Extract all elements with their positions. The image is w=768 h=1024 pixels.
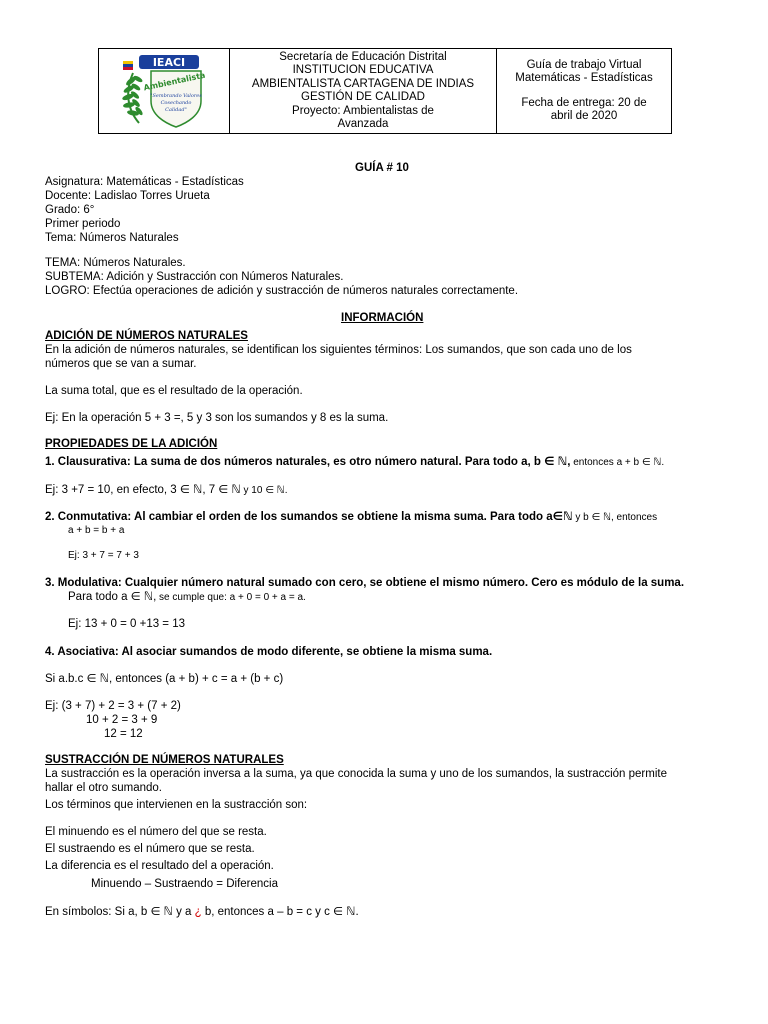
header-line: GESTIÓN DE CALIDAD (301, 91, 425, 103)
meta-topic: Tema: Números Naturales (45, 232, 179, 244)
minuend-definition: El minuendo es el número del que se resta. (45, 826, 267, 838)
property-associative: 4. Asociativa: Al asociar sumandos de modo diferente, se obtiene la misma suma. (45, 646, 493, 658)
associative-example-3: 12 = 12 (104, 728, 143, 740)
subtema: SUBTEMA: Adición y Sustracción con Números Naturales. (45, 271, 344, 283)
logo-name: Ambientalista (142, 70, 207, 93)
logo-motto-3: Calidad" (165, 107, 187, 113)
difference-definition: La diferencia es el resultado del a operación. (45, 860, 274, 872)
tema: TEMA: Números Naturales. (45, 257, 186, 269)
subtraction-heading: SUSTRACCIÓN DE NÚMEROS NATURALES (45, 754, 284, 766)
closure-example: Ej: 3 +7 = 10, en efecto, 3 ∈ ℕ, 7 ∈ ℕ y 10 ∈ ℕ. (45, 484, 288, 496)
subtraction-formula: Minuendo – Sustraendo = Diferencia (91, 878, 278, 890)
header-line: AMBIENTALISTA CARTAGENA DE INDIAS (251, 77, 475, 90)
logo-motto-1: "Sembrando Valores (150, 93, 202, 99)
header-line: Avanzada (337, 118, 389, 130)
subtraction-intro-1: La sustracción es la operación inversa a la suma, ya que conocida la suma y uno de los sumandos, la sustracción permite (45, 768, 667, 780)
logo-cell (99, 49, 230, 133)
addition-heading: ADICIÓN DE NÚMEROS NATURALES (45, 330, 248, 342)
header-table (98, 48, 672, 134)
guide-title: GUÍA # 10 (355, 162, 409, 174)
guide-type: Guía de trabajo Virtual (526, 58, 642, 71)
header-line: Proyecto: Ambientalistas de (292, 104, 434, 117)
associative-example-2: 10 + 2 = 3 + 9 (86, 714, 158, 726)
associative-example-1: Ej: (3 + 7) + 2 = 3 + (7 + 2) (45, 700, 181, 712)
meta-teacher: Docente: Ladislao Torres Urueta (45, 190, 210, 202)
logro: LOGRO: Efectúa operaciones de adición y sustracción de números naturales correctamente. (45, 285, 519, 297)
meta-grade: Grado: 6° (45, 204, 95, 216)
addition-example: Ej: En la operación 5 + 3 =, 5 y 3 son los sumandos y 8 es la suma. (45, 412, 389, 424)
modulative-rule: Para todo a ∈ ℕ, se cumple que: a + 0 = 0 + a = a. (68, 591, 306, 603)
meta-subject: Asignatura: Matemáticas - Estadísticas (45, 176, 244, 188)
property-modulative: 3. Modulativa: Cualquier número natural sumado con cero, se obtiene el mismo número. Cero es módulo de la suma. (45, 577, 685, 589)
guide-info-cell (497, 49, 671, 133)
comparison-mark: ¿ (194, 906, 202, 918)
commutative-example: Ej: 3 + 7 = 7 + 3 (68, 550, 139, 561)
due-date-line: abril de 2020 (550, 110, 618, 122)
info-heading: INFORMACIÓN (341, 312, 424, 324)
commutative-formula: a + b = b + a (68, 525, 125, 536)
addition-total: La suma total, que es el resultado de la operación. (45, 385, 303, 397)
subject-line: Matemáticas - Estadísticas (515, 72, 653, 84)
header-line: Secretaría de Educación Distrital (279, 50, 447, 63)
subtraction-terms-intro: Los términos que intervienen en la sustracción son: (45, 799, 308, 811)
associative-rule: Si a.b.c ∈ ℕ, entonces (a + b) + c = a + (b + c) (45, 673, 284, 685)
addition-intro-1: En la adición de números naturales, se identifican los siguientes términos: Los sumandos, que son cada uno de los (45, 344, 632, 356)
logo-motto-2: Cosechando (160, 100, 192, 106)
property-closure: 1. Clausurativa: La suma de dos números naturales, es otro número natural. Para todo a, b ∈ ℕ, entonces a + b ∈ ℕ. (45, 456, 665, 468)
modulative-example: Ej: 13 + 0 = 0 +13 = 13 (68, 618, 186, 630)
subtrahend-definition: El sustraendo es el número que se resta. (45, 843, 255, 855)
logo-acronym: IEACI (152, 56, 186, 69)
institution-cell (230, 49, 497, 133)
header-line: INSTITUCION EDUCATIVA (292, 64, 434, 76)
properties-heading: PROPIEDADES DE LA ADICIÓN (45, 438, 218, 450)
subtraction-symbols: En símbolos: Si a, b ∈ ℕ y a ¿ b, entonces a – b = c y c ∈ ℕ. (45, 906, 359, 918)
subtraction-intro-2: hallar el otro sumando. (45, 782, 162, 794)
property-commutative: 2. Conmutativa: Al cambiar el orden de los sumandos se obtiene la misma suma. Para todo a∈ℕ y b ∈ ℕ, entonces (45, 511, 658, 523)
meta-period: Primer periodo (45, 218, 121, 230)
addition-intro-2: números que se van a sumar. (45, 358, 197, 370)
due-date-line: Fecha de entrega: 20 de (521, 96, 647, 109)
school-logo (109, 51, 219, 131)
